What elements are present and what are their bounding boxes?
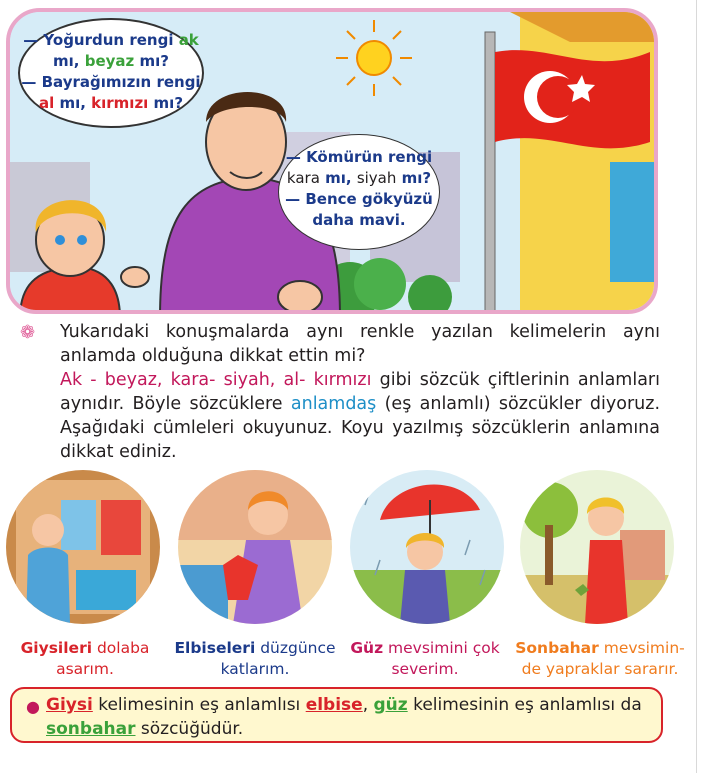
term-anlamdas: anlamdaş (290, 394, 377, 414)
summary-part: kelimesinin eş anlamlısı da (407, 695, 642, 715)
caption-elbiseleri (170, 638, 340, 680)
caption-text: mevsimini çok (383, 639, 500, 657)
word-siyah: siyah (356, 169, 397, 187)
word-beyaz: beyaz (84, 52, 135, 70)
bubble-text: mı, (319, 169, 357, 187)
caption-text: asarım. (56, 660, 114, 678)
word-sonbahar: sonbahar (46, 719, 136, 739)
caption-text: severim. (391, 660, 459, 678)
caption-guz (340, 638, 510, 680)
caption-giysileri (0, 638, 170, 680)
word-kirmizi: kırmızı (91, 94, 149, 112)
caption-text: katlarım. (220, 660, 290, 678)
illustration-wardrobe (6, 470, 160, 624)
sun-icon (336, 20, 412, 96)
bubble-text: — Yoğurdun rengi (23, 31, 179, 49)
paragraph-definition (60, 368, 660, 464)
word-ak: ak (178, 31, 199, 49)
paragraph-text: gibi sözcük çiftlerinin anlamları aynıdır. Böyle sözcüklere (60, 370, 660, 414)
bubble-text: — Bayrağımızın rengi (21, 73, 201, 91)
word-giysi: Giysi (46, 695, 93, 715)
illustration-folding-dress (178, 470, 332, 624)
summary-text (46, 693, 658, 741)
word-elbise: elbise (305, 695, 363, 715)
word-guz: güz (373, 695, 408, 715)
caption-bold-word: Giysileri (20, 639, 93, 657)
speech-bubble-left (18, 18, 204, 128)
bubble-text: mı, (53, 52, 85, 70)
illustration-autumn-boy (520, 470, 674, 624)
paragraph-text: (eş anlamlı) sözcükler diyoruz. Aşağıdaki cümleleri okuyunuz. Koyu yazılmış sözcüklerin anlamına dikkat ediniz. (60, 394, 661, 462)
turkish-flag-icon (495, 50, 650, 148)
summary-part: sözcüğüdür. (135, 719, 244, 739)
bubble-text: — Kömürün rengi (285, 148, 433, 166)
caption-bold-word: Sonbahar (515, 639, 599, 657)
caption-text: de yapraklar sararır. (521, 660, 679, 678)
summary-part: kelimesinin eş anlamlısı (92, 695, 306, 715)
page-edge-rule (696, 0, 697, 773)
bubble-text: mı? (396, 169, 432, 187)
explanation-paragraph (60, 320, 660, 464)
caption-text: düzgünce (255, 639, 336, 657)
bubble-text: daha mavi. (312, 211, 406, 229)
word-kara: kara (286, 169, 320, 187)
caption-bold-word: Elbiseleri (174, 639, 256, 657)
word-al: al (38, 94, 55, 112)
caption-text: dolaba (92, 639, 150, 657)
caption-bold-word: Güz (350, 639, 384, 657)
caption-text: mevsimin- (598, 639, 685, 657)
word-pairs: Ak - beyaz, kara- siyah, al- kırmızı (60, 370, 372, 390)
summary-part: , (362, 695, 374, 715)
caption-sonbahar (510, 638, 690, 680)
bullet-dot-icon: ● (26, 697, 40, 716)
illustration-rain-girl (350, 470, 504, 624)
bubble-text: — Bence gökyüzü (285, 190, 433, 208)
speech-bubble-right (278, 134, 440, 250)
summary-box (10, 687, 663, 743)
paragraph-question: Yukarıdaki konuşmalarda aynı renkle yazılan kelimelerin aynı anlamda olduğuna dikkat ettin mi? (60, 322, 660, 366)
bubble-text: mı? (148, 94, 184, 112)
flower-bullet-icon: ❁ (20, 322, 36, 343)
bubble-text: mı, (54, 94, 92, 112)
dialogue-illustration (6, 8, 658, 314)
bubble-text: mı? (134, 52, 169, 70)
